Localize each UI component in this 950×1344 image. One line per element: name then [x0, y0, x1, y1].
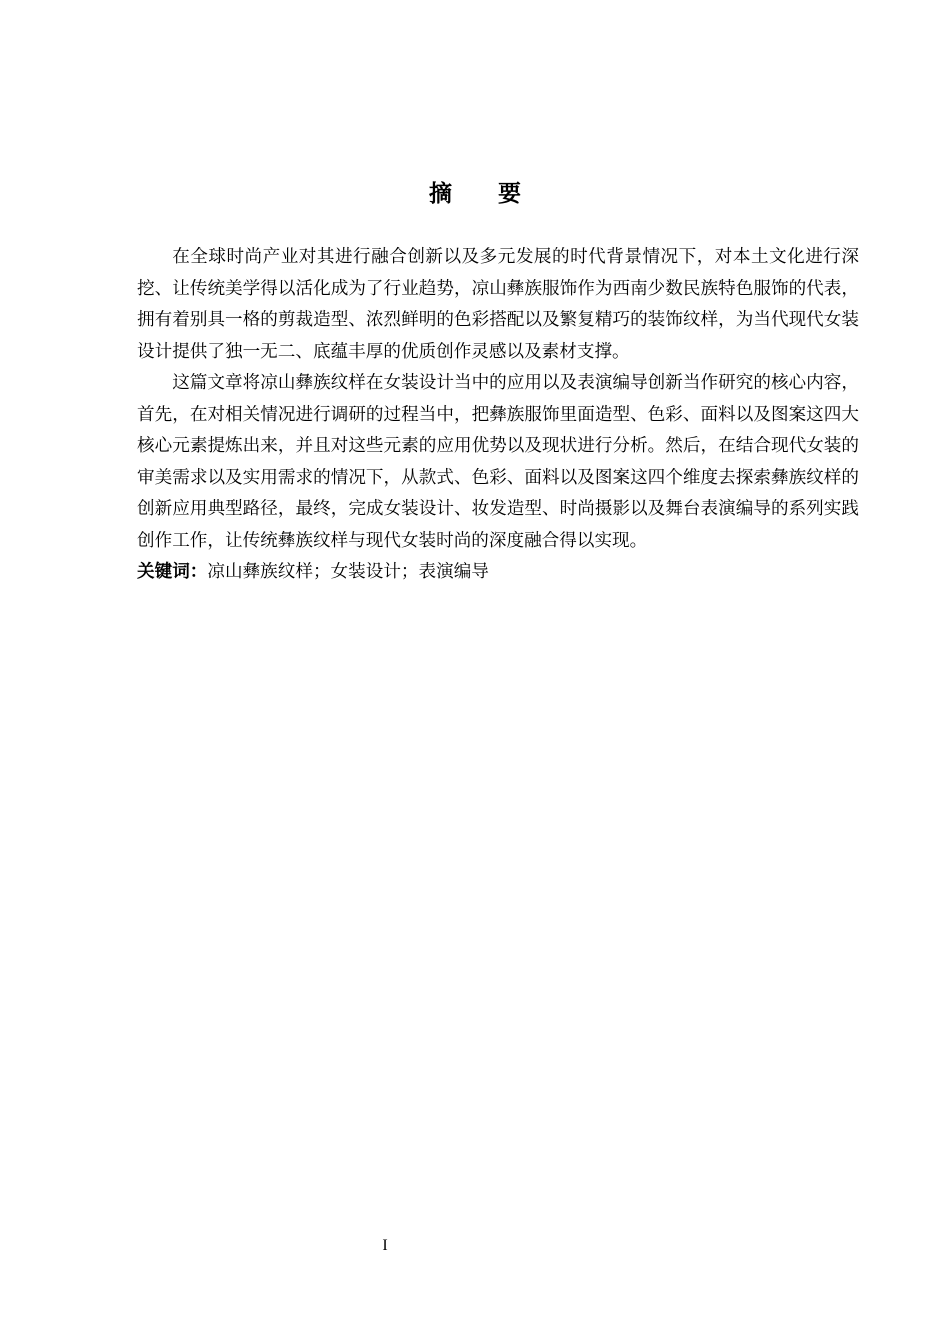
abstract-paragraph-1: 在全球时尚产业对其进行融合创新以及多元发展的时代背景情况下，对本土文化进行深挖、让传统美学得以活化成为了行业趋势，凉山彝族服饰作为西南少数民族特色服饰的代表，拥有着别具一格的剪裁造型、浓烈鲜明的色彩搭配以及繁复精巧的装饰纹样，为当代现代女装设计提供了独一无二、底蕴丰厚的优质创作灵感以及素材支撑。: [137, 247, 859, 362]
abstract-paragraph-2: 这篇文章将凉山彝族纹样在女装设计当中的应用以及表演编导创新当作研究的核心内容，首先，在对相关情况进行调研的过程当中，把彝族服饰里面造型、色彩、面料以及图案这四大核心元素提炼出来，并且对这些元素的应用优势以及现状进行分析。然后，在结合现代女装的审美需求以及实用需求的情况下，从款式、色彩、面料以及图案这四个维度去探索彝族纹样的创新应用典型路径，最终，完成女装设计、妆发造型、时尚摄影以及舞台表演编导的系列实践创作工作，让传统彝族纹样与现代女装时尚的深度融合得以实现。: [137, 373, 859, 551]
keywords-label: 关键词：: [137, 562, 208, 582]
page-number: I: [382, 1237, 388, 1254]
abstract-title: 摘要: [429, 181, 567, 207]
abstract-body: [137, 242, 859, 589]
keywords-line: [137, 557, 859, 589]
keywords-value: 凉山彝族纹样；女装设计；表演编导: [207, 562, 489, 582]
